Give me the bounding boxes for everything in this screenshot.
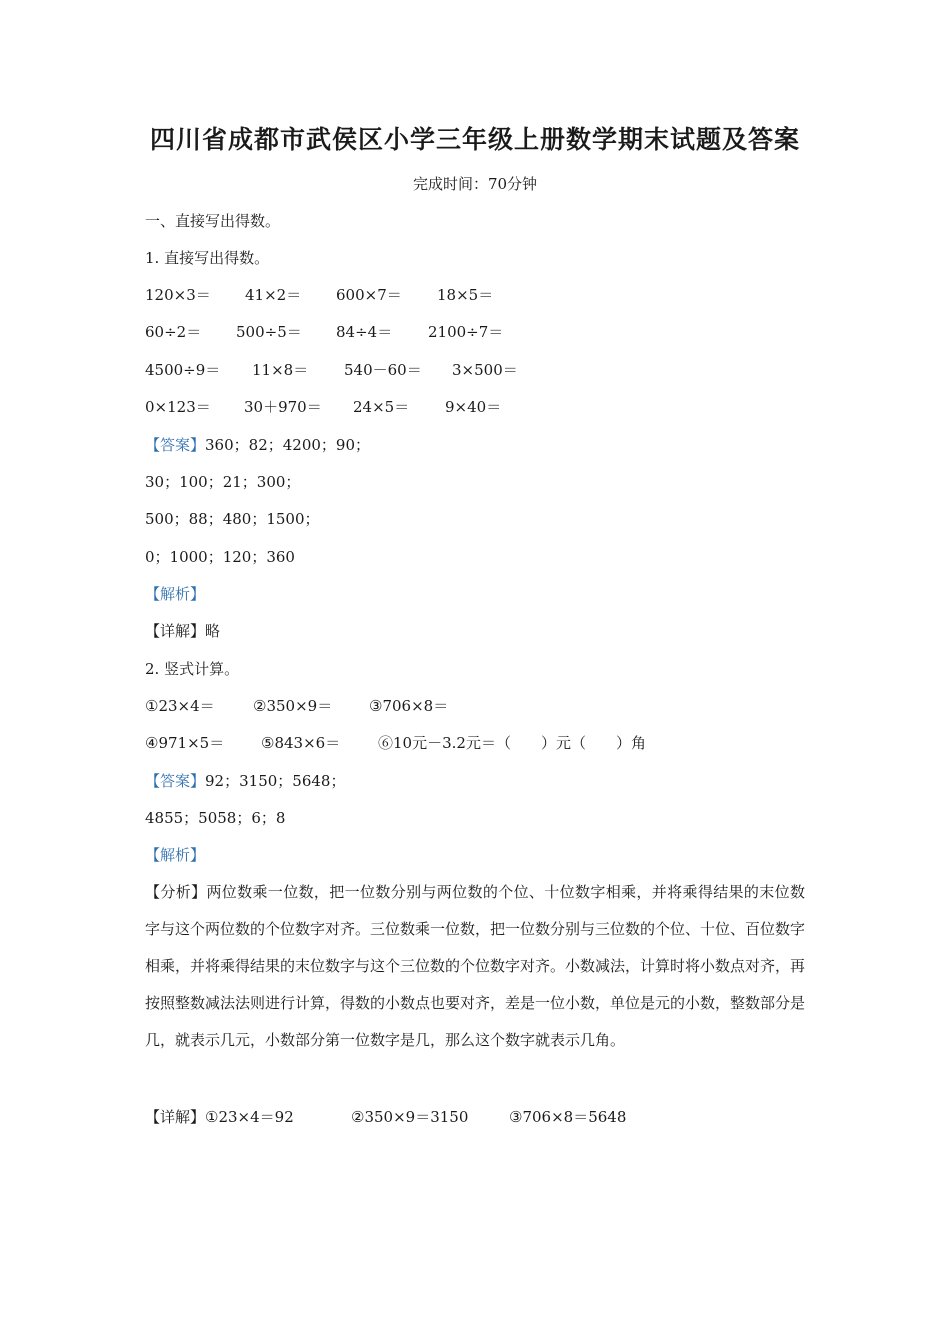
q1-answer-line-1	[145, 433, 370, 457]
answer-tag: 【答案】	[145, 436, 206, 454]
q1-item: 4500÷9＝	[145, 361, 221, 379]
q1-answer-line-4: 0；1000；120；360	[145, 548, 295, 566]
q2-item: ④971×5＝	[145, 734, 225, 752]
q1-detail	[145, 619, 220, 643]
fenxi-text: 两位数乘一位数，把一位数分别与两位数的个位、十位数字相乘，并将乘得结果的末位数字与这个两位数的个位数字对齐。三位数乘一位数，把一位数分别与三位数的个位、十位、百位数字相乘，并将乘得结果的末位数字与这个三位数的个位数字对齐。小数减法，计算时将小数点对齐，再按照整数减法法则进行计算，得数的小数点也要对齐，差是一位小数，单位是元的小数，整数部分是几，就表示几元，小数部分第一位数字是几，那么这个数字就表示几角。	[145, 883, 806, 1049]
detail-tag: 【详解】	[145, 622, 206, 640]
q2-item: ⑥10元－3.2元＝（ ）元（ ）角	[378, 734, 646, 752]
q2-item: ⑤843×6＝	[261, 734, 341, 752]
answer-text: 360；82；4200；90；	[205, 436, 370, 454]
q1-row-1	[145, 283, 493, 307]
q1-item: 540－60＝	[344, 361, 422, 379]
q1-item: 120×3＝	[145, 286, 211, 304]
q1-item: 41×2＝	[245, 286, 302, 304]
q1-item: 500÷5＝	[236, 323, 302, 341]
q2-answer-line-1	[145, 769, 345, 793]
q2-detail	[145, 1105, 626, 1129]
q1-item: 0×123＝	[145, 398, 211, 416]
q2-analysis-tag: 【解析】	[145, 846, 206, 864]
answer-text: 92；3150；5648；	[205, 772, 346, 790]
q1-row-2	[145, 320, 503, 344]
detail-item: ①23×4＝92	[205, 1108, 294, 1126]
q1-item: 60÷2＝	[145, 323, 202, 341]
q1-item: 600×7＝	[336, 286, 402, 304]
q2-label: 2. 竖式计算。	[145, 660, 240, 678]
q1-item: 84÷4＝	[336, 323, 393, 341]
q1-analysis-tag: 【解析】	[145, 585, 206, 603]
q2-analysis-paragraph	[145, 874, 805, 1059]
q1-item: 30＋970＝	[244, 398, 322, 416]
q1-item: 18×5＝	[437, 286, 494, 304]
q2-answer-line-2: 4855；5058；6；8	[145, 809, 286, 827]
document-title: 四川省成都市武侯区小学三年级上册数学期末试题及答案	[149, 125, 800, 154]
q1-answer-line-2: 30；100；21；300；	[145, 473, 301, 491]
detail-tag: 【详解】	[145, 1108, 206, 1126]
q2-row-2	[145, 731, 646, 755]
q2-item: ③706×8＝	[369, 697, 449, 715]
q1-answer-line-3: 500；88；480；1500；	[145, 510, 320, 528]
q1-item: 24×5＝	[353, 398, 410, 416]
q1-row-3	[145, 358, 518, 382]
q1-item: 3×500＝	[452, 361, 518, 379]
q2-item: ①23×4＝	[145, 697, 215, 715]
q2-row-1	[145, 694, 448, 718]
section-heading: 一、直接写出得数。	[145, 212, 281, 230]
q1-row-4	[145, 395, 501, 419]
q2-item: ②350×9＝	[253, 697, 333, 715]
detail-item: ③706×8＝5648	[509, 1108, 627, 1126]
q1-item: 9×40＝	[445, 398, 502, 416]
detail-item: ②350×9＝3150	[351, 1108, 469, 1126]
q1-item: 11×8＝	[252, 361, 309, 379]
q1-label: 1. 直接写出得数。	[145, 249, 270, 267]
q1-item: 2100÷7＝	[428, 323, 504, 341]
time-limit: 完成时间：70分钟	[412, 175, 538, 193]
fenxi-tag: 【分析】	[145, 883, 207, 901]
detail-text: 略	[205, 622, 221, 640]
answer-tag: 【答案】	[145, 772, 206, 790]
